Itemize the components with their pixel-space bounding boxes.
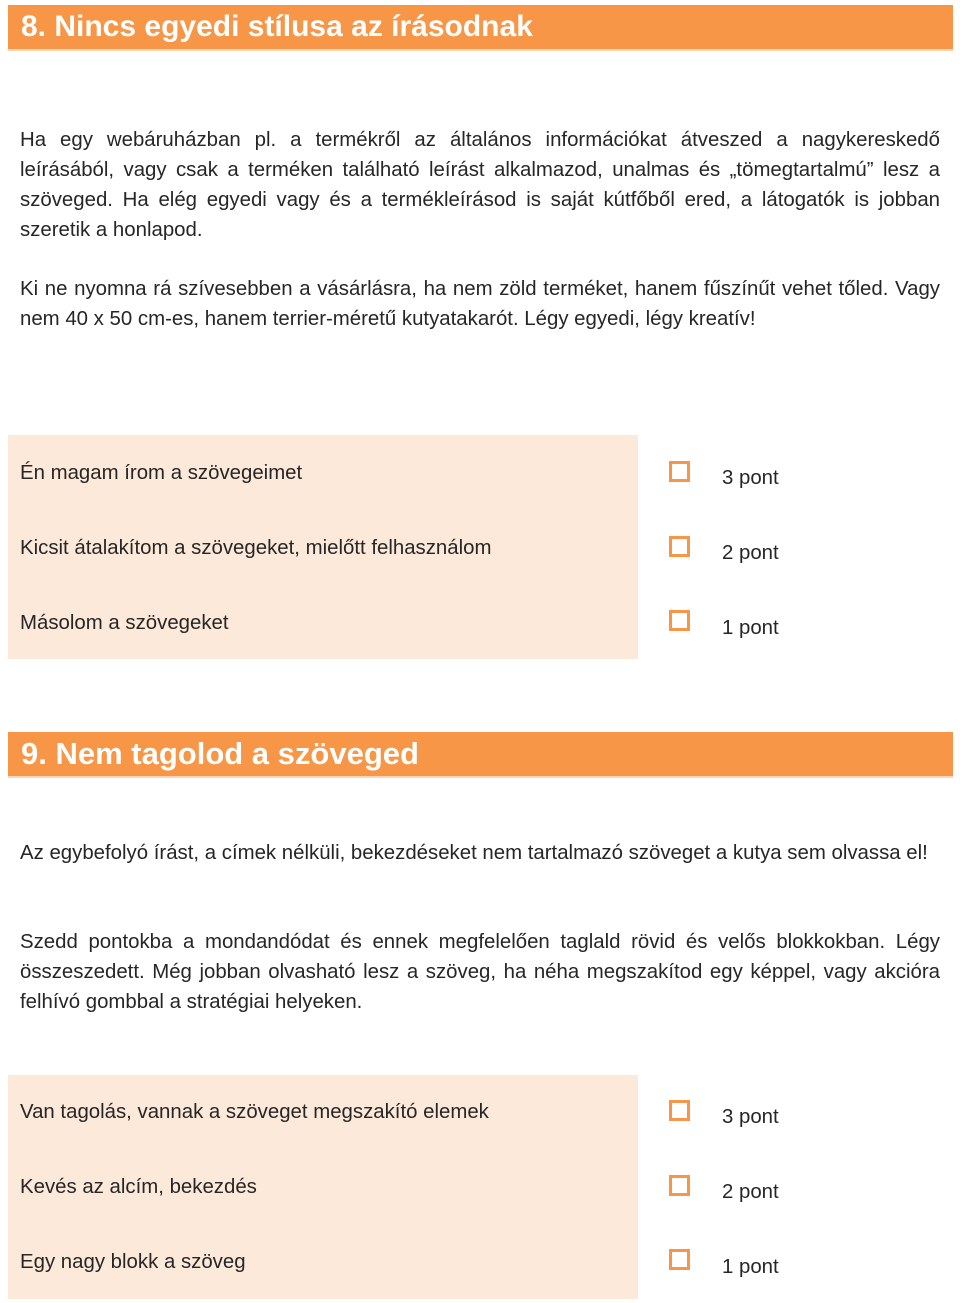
section-9-option-2-points: 2 pont [722,1181,779,1203]
section-8-heading-text: 8. Nincs egyedi stílusa az írásodnak [21,10,533,43]
section-9-heading [8,732,953,778]
section-8-paragraph-2: Ki ne nyomna rá szívesebben a vásárlásra, ha nem zöld terméket, hanem fűszínűt vehet tőled. Vagy nem 40 x 50 cm-es, hanem terrier-méretű kutyatakarót. Légy egyedi, légy kreatív! [20,278,940,330]
checkbox-icon[interactable] [669,1100,690,1121]
section-8-option-3-label: Másolom a szövegeket [20,612,229,634]
checkbox-icon[interactable] [669,1175,690,1196]
section-9-option-1-points: 3 pont [722,1106,779,1128]
section-9-paragraph-2: Szedd pontokba a mondandódat és ennek megfelelően taglald rövid és velős blokkokban. Légy összeszedett. Még jobban olvasható lesz a szöveg, ha néha megszakítod egy képpel, vagy akcióra felhívó gombbal a stratégiai helyeken. [20,931,940,1013]
section-9-option-1-label: Van tagolás, vannak a szöveget megszakító elemek [20,1101,489,1123]
checkbox-icon[interactable] [669,536,690,557]
section-9-option-3-label: Egy nagy blokk a szöveg [20,1251,246,1273]
section-9-option-3-points: 1 pont [722,1256,779,1278]
section-8-option-1-label: Én magam írom a szövegeimet [20,462,303,484]
section-8-option-3-points: 1 pont [722,617,779,639]
section-8-paragraph-1: Ha egy webáruházban pl. a termékről az általános információkat átveszed a nagykereskedő leírásából, vagy csak a terméken található leírást alkalmazod, unalmas és „tömegtartalmú” lesz a szöveged. Ha elég egyedi vagy és a termékleírásod is saját kútfőből ered, a látogatók is jobban szeretik a honlapod. [20,129,940,241]
section-9-heading-text: 9. Nem tagolod a szöveged [21,736,419,771]
section-9-option-2-label: Kevés az alcím, bekezdés [20,1176,257,1198]
checkbox-icon[interactable] [669,1249,690,1270]
section-8-heading [8,5,953,51]
section-8-option-2-label: Kicsit átalakítom a szövegeket, mielőtt felhasználom [20,537,492,559]
section-9-paragraph-1: Az egybefolyó írást, a címek nélküli, bekezdéseket nem tartalmazó szöveget a kutya sem olvassa el! [20,842,928,864]
checkbox-icon[interactable] [669,610,690,631]
section-8-option-1-points: 3 pont [722,467,779,489]
checkbox-icon[interactable] [669,461,690,482]
section-8-option-2-points: 2 pont [722,542,779,564]
